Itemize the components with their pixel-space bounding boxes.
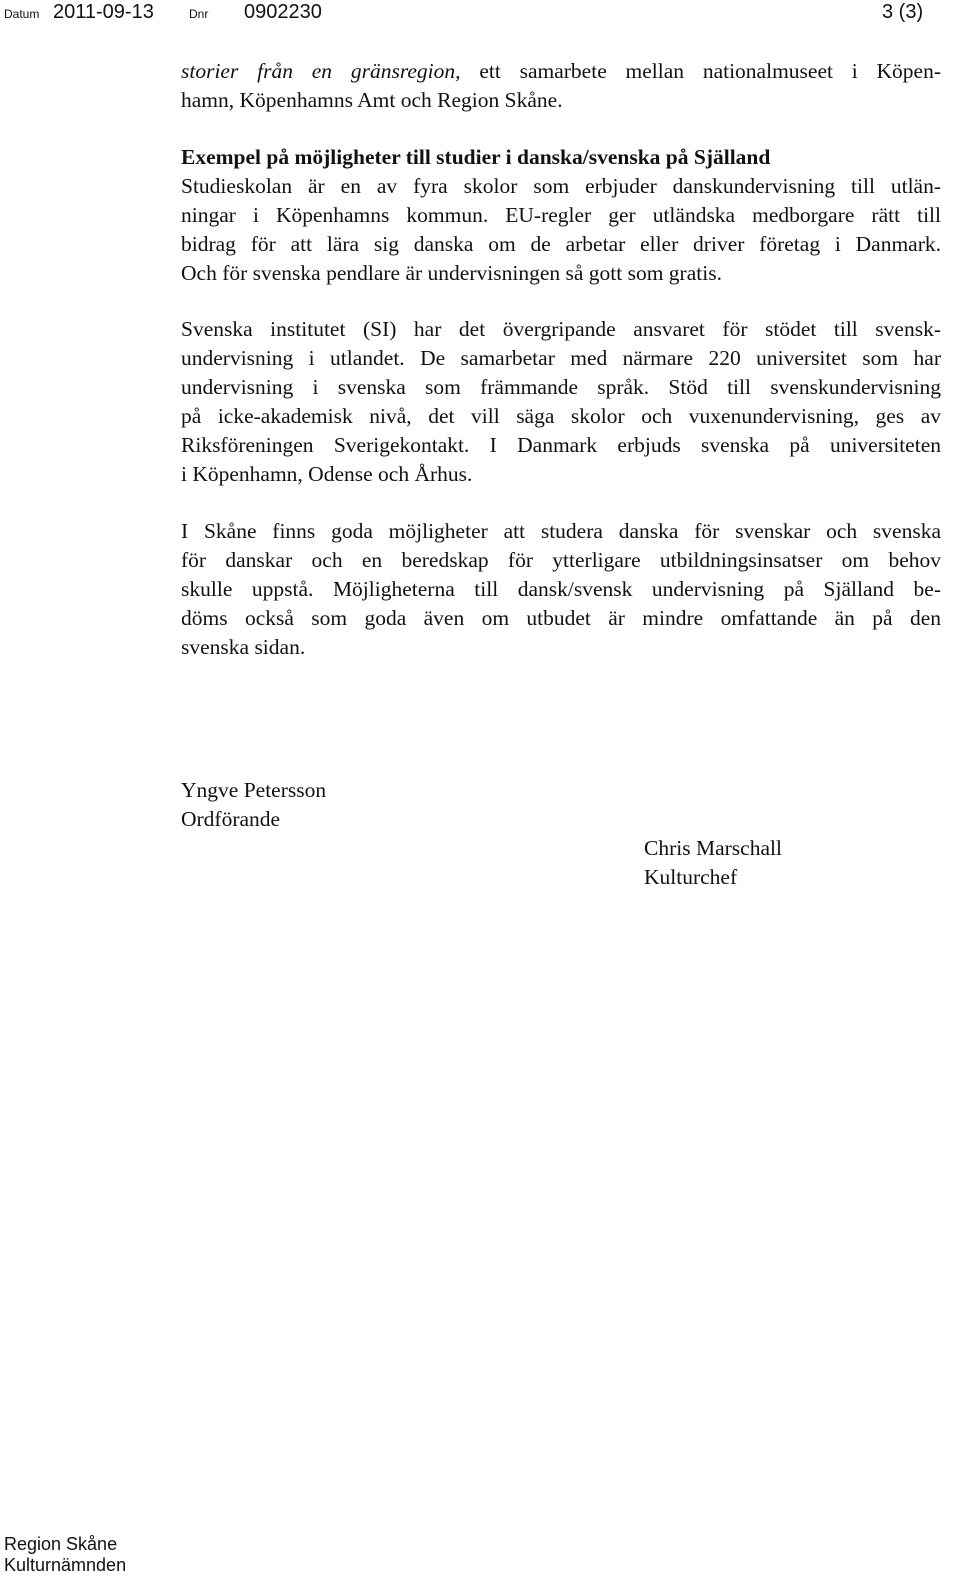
paragraph-line: Studieskolan är en av fyra skolor som erbjuder danskundervisning till utlän- [181, 174, 941, 198]
paragraph-line [181, 57, 941, 86]
signature-block-chair [181, 776, 326, 834]
paragraph-line: Riksföreningen Sverigekontakt. I Danmark erbjuds svenska på universiteten [181, 433, 941, 457]
footer-organization: Region Skåne [4, 1534, 118, 1554]
paragraph-line: döms också som goda även om utbudet är mindre omfattande än på den [181, 606, 941, 630]
signature-block-culture-chief [644, 834, 782, 892]
paragraph-line: ningar i Köpenhamns kommun. EU-regler ger utländska medborgare rätt till [181, 203, 941, 227]
paragraph-line: för danskar och en beredskap för ytterligare utbildningsinsatser om behov [181, 548, 941, 572]
date-label: Datum [4, 7, 40, 21]
footer-department: Kulturnämnden [4, 1555, 127, 1575]
studies-section [181, 143, 941, 288]
signatory-title: Ordförande [181, 807, 281, 831]
section-heading: Exempel på möjligheter till studier i danska/svenska på Själland [181, 145, 771, 169]
skane-paragraph [181, 517, 941, 662]
reference-number: 0902230 [244, 1, 322, 23]
page-number: 3 (3) [882, 1, 924, 23]
signatory-name: Chris Marschall [644, 836, 782, 860]
paragraph-line: undervisning i svenska som främmande språk. Stöd till svenskundervisning [181, 375, 941, 399]
paragraph-line: Och för svenska pendlare är undervisningen så gott som gratis. [181, 261, 722, 285]
footer [4, 1534, 126, 1576]
paragraph-line: på icke-akademisk nivå, det vill säga skolor och vuxenundervisning, ges av [181, 404, 941, 428]
italic-title: storier från en gränsregion, [181, 59, 461, 83]
paragraph-line: Svenska institutet (SI) har det övergripande ansvaret för stödet till svensk- [181, 317, 941, 341]
paragraph-line: i Köpenhamn, Odense och Århus. [181, 462, 473, 486]
paragraph-line-text: ett samarbete mellan nationalmuseet i Köpen- [460, 59, 941, 83]
paragraph-line: bidrag för att lära sig danska om de arbetar eller driver företag i Danmark. [181, 232, 941, 256]
paragraph-line: skulle uppstå. Möjligheterna till dansk/svensk undervisning på Själland be- [181, 577, 941, 601]
signatory-name: Yngve Petersson [181, 778, 327, 802]
date-value: 2011-09-13 [53, 1, 154, 23]
signatory-title: Kulturchef [644, 865, 738, 889]
paragraph-line: undervisning i utlandet. De samarbetar med närmare 220 universitet som har [181, 346, 941, 370]
paragraph-line: hamn, Köpenhamns Amt och Region Skåne. [181, 88, 563, 112]
paragraph-line: I Skåne finns goda möjligheter att studera danska för svenskar och svenska [181, 519, 941, 543]
intro-paragraph [181, 57, 941, 115]
paragraph-line: svenska sidan. [181, 635, 306, 659]
reference-label: Dnr [189, 7, 209, 21]
svenska-institutet-paragraph [181, 315, 941, 489]
